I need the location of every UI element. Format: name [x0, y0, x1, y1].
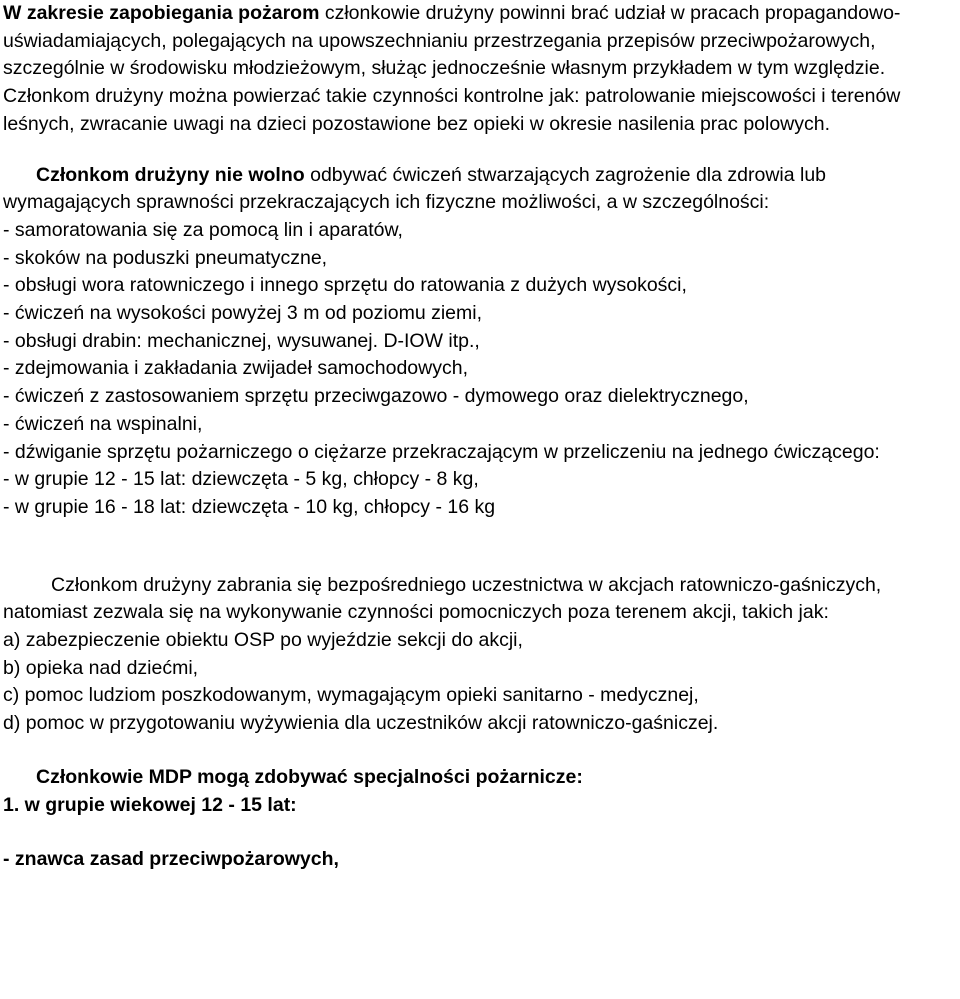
list-item: - w grupie 12 - 15 lat: dziewczęta - 5 kg, chłopcy - 8 kg,: [3, 468, 479, 491]
document-page: [3, 0, 958, 874]
list-item: - zdejmowania i zakładania zwijadeł samochodowych,: [3, 357, 468, 380]
paragraph-lead-bold: Członkom drużyny nie wolno: [36, 163, 305, 186]
list-item: - dźwiganie sprzętu pożarniczego o ciężarze przekraczającym w przeliczeniu na jednego ćwiczącego:: [3, 440, 880, 463]
paragraph-rescue-actions: [3, 572, 958, 627]
list-item: - ćwiczeń na wysokości powyżej 3 m od poziomu ziemi,: [3, 302, 483, 325]
list-item: - znawca zasad przeciwpożarowych,: [3, 848, 339, 871]
list-item: - ćwiczeń na wspinalni,: [3, 412, 203, 435]
paragraph-text: odbywać ćwiczeń stwarzających zagrożenie dla zdrowia lub wymagających sprawności przekraczających ich fizyczne możliwości, a w szczególności:: [3, 163, 827, 214]
paragraph-text: Członkom drużyny zabrania się bezpośredniego uczestnictwa w akcjach ratowniczo-gaśniczych, natomiast zezwala się na wykonywanie czynności pomocniczych poza terenem akcji, takich jak:: [3, 573, 882, 624]
section-heading: [3, 764, 958, 792]
list-item: c) pomoc ludziom poszkodowanym, wymagającym opieki sanitarno - medycznej,: [3, 684, 699, 707]
paragraph-prohibitions: [3, 162, 958, 217]
section-subheading: 1. w grupie wiekowej 12 - 15 lat:: [3, 793, 297, 816]
list-item: - ćwiczeń z zastosowaniem sprzętu przeciwgazowo - dymowego oraz dielektrycznego,: [3, 385, 749, 408]
list-item: - skoków na poduszki pneumatyczne,: [3, 246, 328, 269]
list-item: b) opieka nad dziećmi,: [3, 656, 199, 679]
list-item: - samoratowania się za pomocą lin i aparatów,: [3, 218, 403, 241]
prohibited-exercises-list: [3, 217, 958, 522]
paragraph-text: członkowie drużyny powinni brać udział w pracach propagandowo-uświadamiających, polegających na upowszechnianiu przestrzegania przepisów przeciwpożarowych, szczególnie w środowisku młodzieżowym, służąc jednocześnie własnym przykładem w tym względzie. Członkom drużyny można powierzać takie czynności kontrolne jak: patrolowanie miejscowości i terenów leśnych, zwracanie uwagi na dzieci pozostawione bez opieki w okresie nasilenia prac polowych.: [3, 2, 901, 135]
heading-text: Członkowie MDP mogą zdobywać specjalności pożarnicze:: [36, 765, 583, 788]
auxiliary-activities-list: [3, 627, 958, 738]
list-item: - w grupie 16 - 18 lat: dziewczęta - 10 kg, chłopcy - 16 kg: [3, 495, 496, 518]
list-item: d) pomoc w przygotowaniu wyżywienia dla uczestników akcji ratowniczo-gaśniczej.: [3, 712, 719, 735]
paragraph-fire-prevention: [3, 0, 958, 139]
list-item: - obsługi drabin: mechanicznej, wysuwanej. D-IOW itp.,: [3, 329, 480, 352]
paragraph-lead-bold: W zakresie zapobiegania pożarom: [3, 2, 320, 24]
list-item: - obsługi wora ratowniczego i innego sprzętu do ratowania z dużych wysokości,: [3, 274, 687, 297]
list-item: a) zabezpieczenie obiektu OSP po wyjeździe sekcji do akcji,: [3, 629, 523, 652]
